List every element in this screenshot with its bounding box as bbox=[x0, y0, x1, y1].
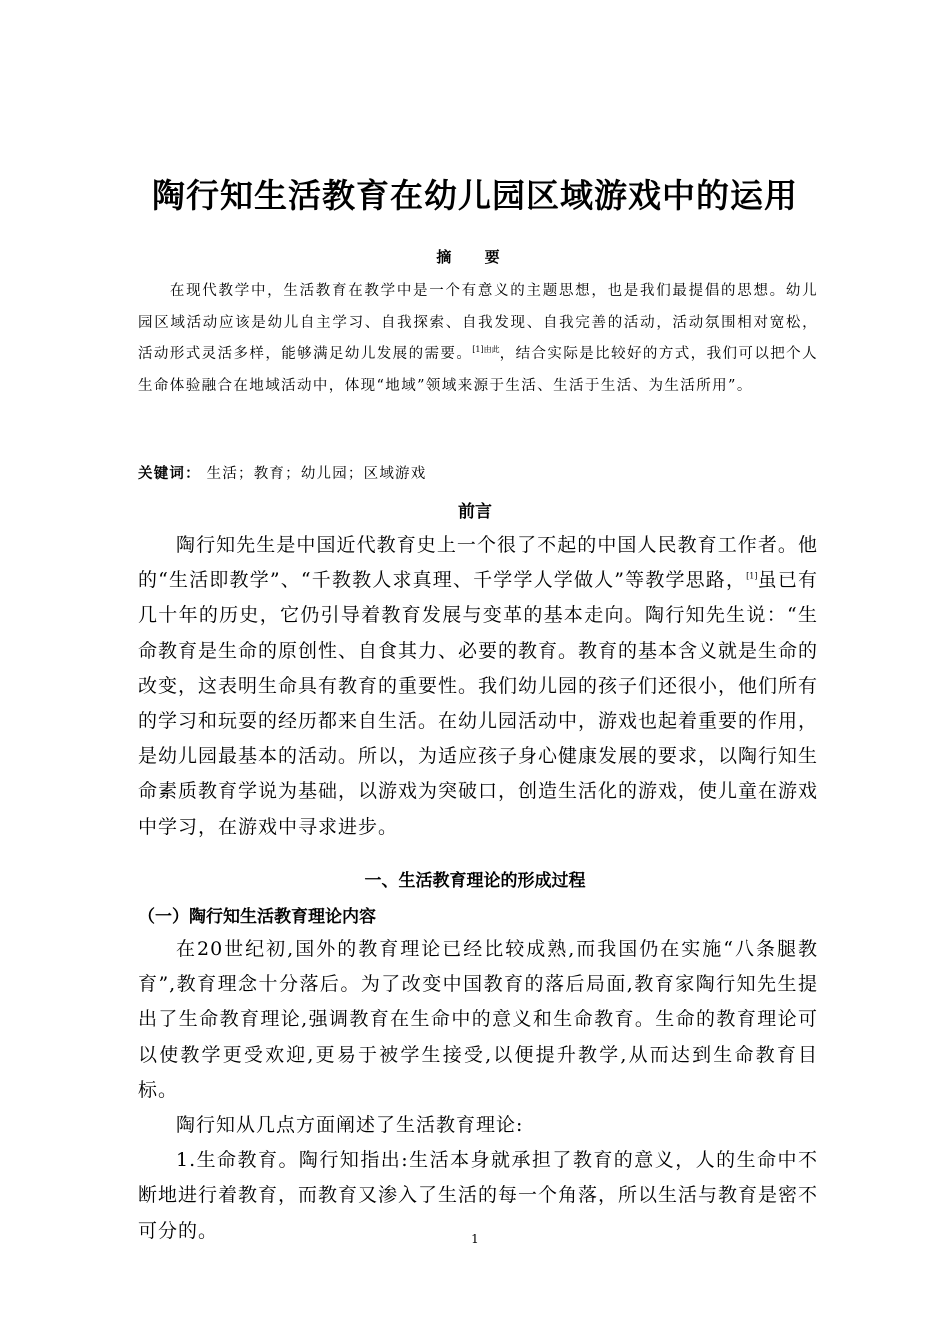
preface bbox=[138, 528, 818, 845]
abstract-text-continued: ，结合实际是比较好的方式，我们可以把个人生命体验融合在地域活动中，体现“地域”领域来源于生活、生活于生活、为生活所用”。 bbox=[138, 346, 818, 394]
document-title: 陶行知生活教育在幼儿园区域游戏中的运用 bbox=[152, 176, 798, 215]
preface-reference: [1] bbox=[746, 571, 758, 581]
preface-text-continued: 虽已有几十年的历史，它仍引导着教育发展与变革的基本走向。陶行知先生说：“生命教育是生命的原创性、自食其力、必要的教育。教育的基本含义就是生命的改变，这表明生命具有教育的重要性。我们幼儿园的孩子们还很小，他们所有的学习和玩耍的经历都来自生活。在幼儿园活动中，游戏也起着重要的作用，是幼儿园最基本的活动。所以，为适应孩子身心健康发展的要求，以陶行知生命素质教育学说为基础，以游戏为突破口，创造生活化的游戏，使儿童在游戏中学习，在游戏中寻求进步。 bbox=[138, 569, 819, 838]
abstract-reference: [1]由此 bbox=[472, 345, 500, 355]
body-paragraph: 陶行知从几点方面阐述了生活教育理论: bbox=[176, 1114, 524, 1137]
body-paragraph: 在20世纪初,国外的教育理论已经比较成熟,而我国仍在实施“八条腿教育”,教育理念十分落后。为了改变中国教育的落后局面,教育家陶行知先生提出了生命教育理论,强调教育在生命中的意义和生命教育。生命的教育理论可以使教学更受欢迎,更易于被学生接受,以便提升教学,从而达到生命教育目标。 bbox=[138, 938, 818, 1101]
subsection-heading: （一）陶行知生活教育理论内容 bbox=[138, 907, 376, 927]
preface-heading: 前言 bbox=[458, 502, 492, 522]
preface-text: 陶行知先生是中国近代教育史上一个很了不起的中国人民教育工作者。他的“生活即教学”、“千教教人求真理、千学学人学做人”等教学思路， bbox=[138, 534, 818, 592]
preface-paragraph bbox=[138, 528, 818, 845]
keywords bbox=[138, 462, 426, 483]
section-heading: 一、生活教育理论的形成过程 bbox=[364, 871, 586, 891]
abstract bbox=[138, 276, 818, 402]
keywords-label: 关键词： bbox=[138, 466, 201, 482]
page-number: 1 bbox=[471, 1232, 479, 1246]
abstract-heading: 摘 要 bbox=[436, 248, 514, 266]
section-body bbox=[138, 932, 818, 1249]
keywords-value: 生活；教育；幼儿园；区域游戏 bbox=[206, 466, 427, 482]
body-paragraph: 1.生命教育。陶行知指出:生活本身就承担了教育的意义，人的生命中不断地进行着教育，而教育又渗入了生活的每一个角落，所以生活与教育是密不可分的。 bbox=[138, 1149, 819, 1242]
abstract-paragraph bbox=[138, 276, 818, 402]
abstract-text: 在现代教学中，生活教育在教学中是一个有意义的主题思想，也是我们最提倡的思想。幼儿园区域活动应该是幼儿自主学习、自我探索、自我发现、自我完善的活动，活动氛围相对宽松，活动形式灵活多样，能够满足幼儿发展的需要。 bbox=[138, 283, 818, 362]
